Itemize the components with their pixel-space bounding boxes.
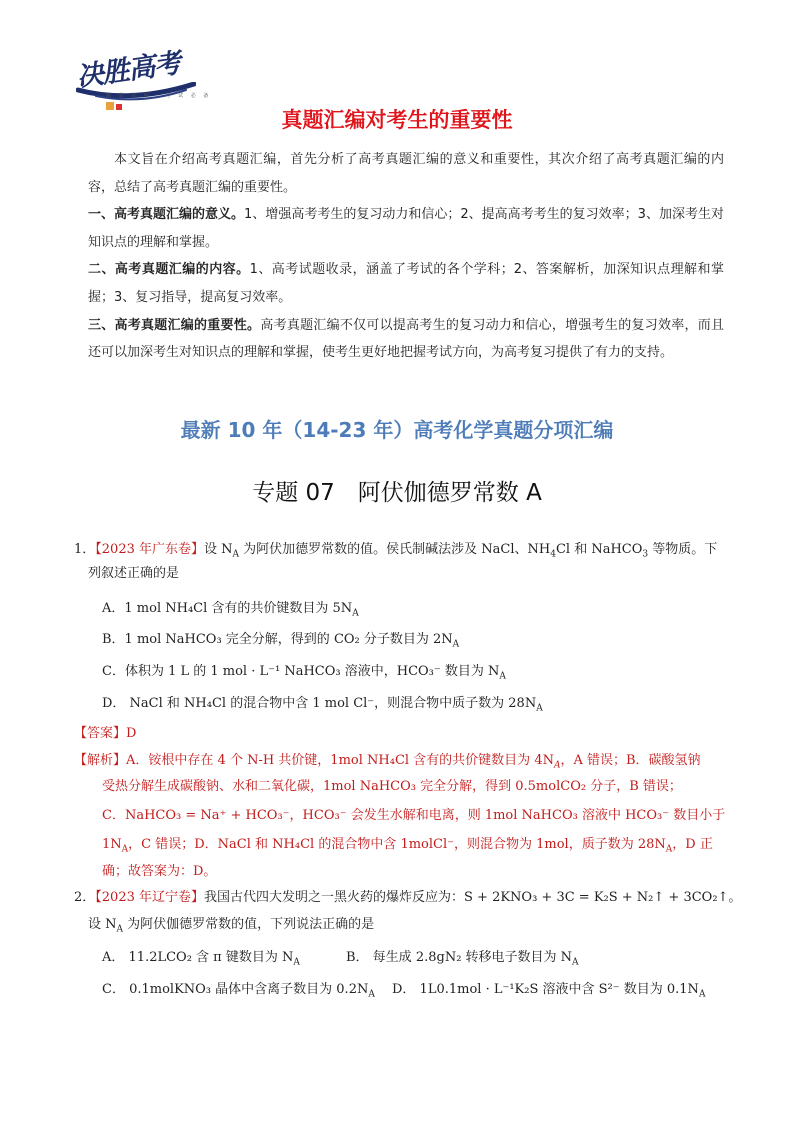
option-c-text: C． 0.1molKNO₃ 晶体中含离子数目为 0.2N [102, 982, 369, 997]
stem-sub: 4 [550, 549, 556, 560]
analysis-text: A．铵根中存在 4 个 N-H 共价键，1mol NH₄Cl 含有的共价键数目为 4N [126, 753, 554, 768]
stem-sub: A [232, 549, 240, 560]
question-1-stem [74, 538, 718, 560]
stem-part: 等物质。下 [648, 542, 718, 557]
option-d [102, 692, 543, 714]
analysis-line-5: 确；故答案为：D。 [102, 864, 217, 879]
intro-section [88, 146, 724, 367]
option-b-text: B． 每生成 2.8gN₂ 转移电子数目为 N [346, 950, 573, 965]
answer-value: D [126, 726, 137, 741]
logo-text: 决胜高考 [74, 47, 183, 94]
option-b-text: B．1 mol NaHCO₃ 完全分解，得到的 CO₂ 分子数目为 2N [102, 632, 453, 647]
option-sub: A [698, 989, 706, 1000]
intro-meaning-body: 1、增强高考考生的复习动力和信心；2、提高高考考生的复习效率；3、加深考生对知识点的理解和掌握。 [88, 207, 724, 250]
option-c [102, 660, 506, 682]
analysis-line-2: 受热分解生成碳酸钠、水和二氧化碳，1mol NaHCO₃ 完全分解，得到 0.5molCO₂ 分子，B 错误； [102, 779, 682, 794]
option-sub: A [572, 957, 579, 968]
stem-sub: 3 [642, 549, 649, 560]
question-1-stem-line2: 列叙述正确的是 [88, 566, 180, 581]
question-source-tag: 【2023 年广东卷】 [95, 542, 204, 557]
analysis-line-3: C．NaHCO₃ = Na⁺ + HCO₃⁻，HCO₃⁻ 会发生水解和电离，则 1mol NaHCO₃ 溶液中 HCO₃⁻ 数目小于 [102, 808, 726, 823]
option-sub: A [352, 608, 359, 619]
stem-part: 为阿伏加德罗常数的值。侯氏制碱法涉及 NaCl、NH [239, 542, 551, 557]
answer-label: 【答案】 [74, 726, 127, 741]
analysis-line-1 [74, 749, 701, 771]
analysis-label: 【解析】 [74, 753, 127, 768]
intro-content-head: 二、高考真题汇编的内容。 [88, 262, 250, 278]
question-number: 1． [74, 542, 96, 557]
option-b [346, 946, 579, 968]
analysis-text: ，C 错误；D．NaCl 和 NH₄Cl 的混合物中含 1molCl⁻，则混合物为 1mol，质子数为 28N [128, 837, 666, 852]
analysis-text: ，D 正 [672, 837, 713, 852]
main-title: 真题汇编对考生的重要性 [281, 108, 513, 132]
logo-subtext: 精 品 资 料 · 考 试 必 备 [106, 93, 212, 99]
option-sub: A [499, 671, 506, 682]
option-a [102, 946, 300, 968]
option-sub: A [452, 639, 460, 650]
option-c-text: C．体积为 1 L 的 1 mol · L⁻¹ NaHCO₃ 溶液中，HCO₃⁻ 数目为 N [102, 664, 500, 679]
topic-title: 专题 07 阿伏伽德罗常数 A [252, 480, 542, 506]
intro-meaning-head: 一、高考真题汇编的意义。 [88, 207, 245, 223]
option-sub: A [293, 957, 300, 968]
option-d [392, 978, 706, 1000]
intro-importance-head: 三、高考真题汇编的重要性。 [88, 317, 261, 333]
analysis-text: ，A 错误；B．碳酸氢钠 [560, 753, 701, 768]
option-d-text: D． NaCl 和 NH₄Cl 的混合物中含 1 mol Cl⁻，则混合物中质子数为 28N [102, 696, 537, 711]
stem-part: 我国古代四大发明之一黑火药的爆炸反应为：S + 2KNO₃ + 3C = K₂S + N₂↑ + 3CO₂↑。 [204, 890, 742, 905]
question-2-stem-line2 [88, 913, 375, 935]
stem-part: Cl 和 NaHCO [555, 542, 643, 557]
intro-content [88, 256, 724, 311]
answer [74, 722, 136, 741]
option-d-text: D． 1L0.1mol · L⁻¹K₂S 溶液中含 S²⁻ 数目为 0.1N [392, 982, 699, 997]
stem-sub: A [116, 924, 124, 935]
option-sub: A [368, 989, 375, 1000]
stem-part: 设 N [88, 917, 117, 932]
stem-part: 设 N [204, 542, 233, 557]
option-sub: A [536, 703, 543, 714]
option-a-text: A． 11.2LCO₂ 含 π 键数目为 N [102, 950, 294, 965]
analysis-sub: A [553, 760, 561, 771]
option-c [102, 978, 375, 1000]
question-number: 2． [74, 890, 96, 905]
intro-paragraph: 本文旨在介绍高考真题汇编，首先分析了高考真题汇编的意义和重要性，其次介绍了高考真题汇编的内容，总结了高考真题汇编的重要性。 [88, 152, 724, 195]
stem-part: 为阿伏伽德罗常数的值，下列说法正确的是 [123, 917, 375, 932]
sub-title: 最新 10 年（14-23 年）高考化学真题分项汇编 [180, 418, 614, 442]
intro-content-body: 1、高考试题收录，涵盖了考试的各个学科；2、答案解析，加深知识点理解和掌握；3、复习指导，提高复习效率。 [88, 262, 724, 305]
option-a-text: A．1 mol NH₄Cl 含有的共价键数目为 5N [102, 601, 353, 616]
analysis-line-4 [102, 833, 713, 855]
question-source-tag: 【2023 年辽宁卷】 [95, 890, 204, 905]
intro-meaning [88, 201, 724, 256]
option-a [102, 597, 359, 619]
intro-importance [88, 312, 724, 367]
option-b [102, 628, 460, 650]
analysis-text: 1N [102, 837, 122, 852]
analysis-sub: A [665, 844, 673, 855]
analysis-sub: A [121, 844, 129, 855]
intro-importance-body: 高考真题汇编不仅可以提高考生的复习动力和信心，增强考生的复习效率，而且还可以加深考生对知识点的理解和掌握，使考生更好地把握考试方向，为高考复习提供了有力的支持。 [88, 317, 724, 361]
question-2-stem [74, 886, 741, 905]
